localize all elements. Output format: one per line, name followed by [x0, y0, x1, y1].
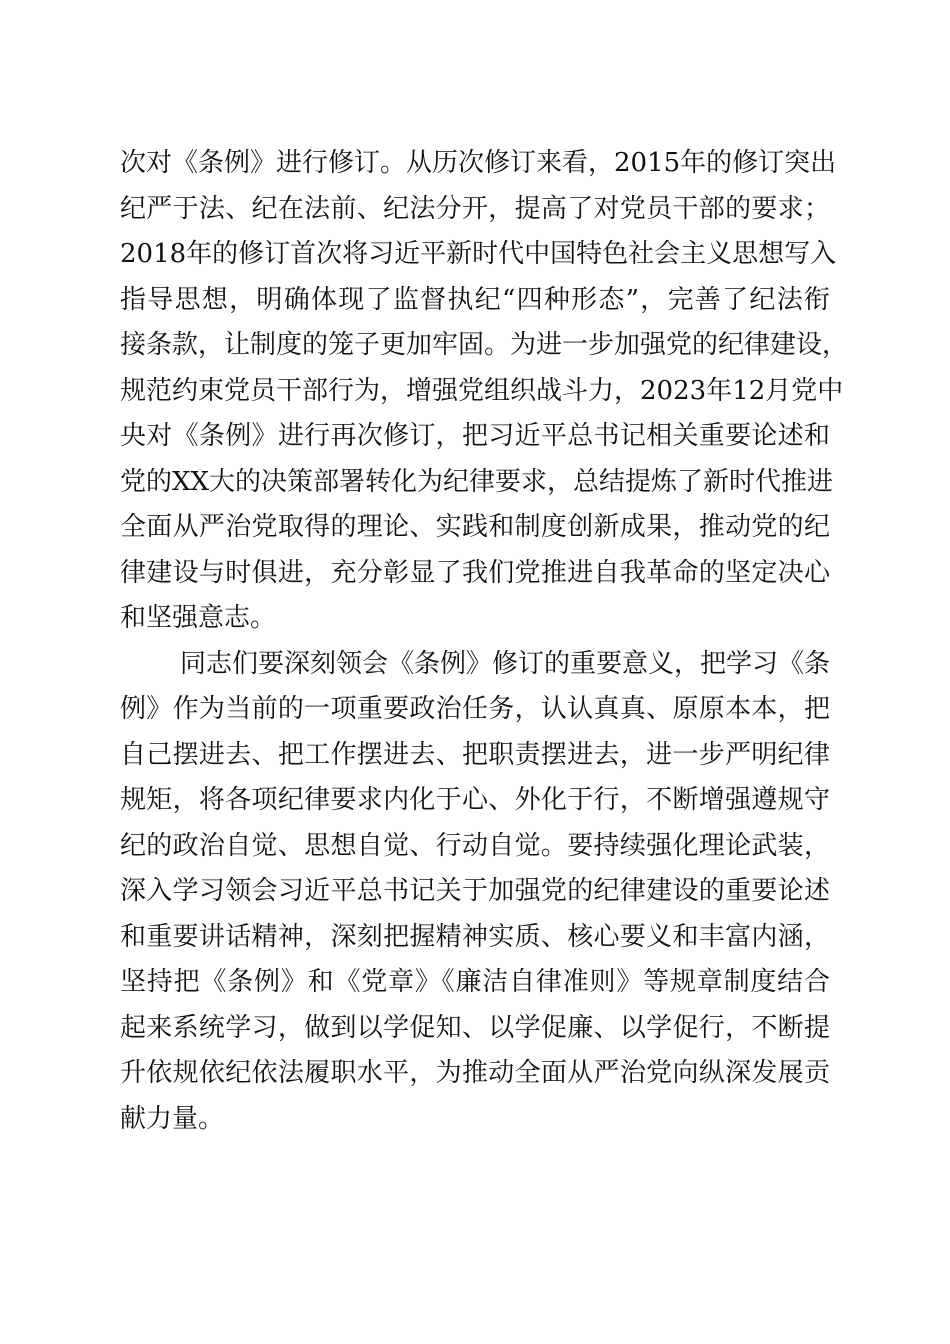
text-line: 升依规依纪依法履职水平，为推动全面从严治党向纵深发展贡	[120, 1058, 830, 1088]
text-line: 纪严于法、纪在法前、纪法分开，提高了对党员干部的要求；	[120, 193, 830, 224]
text-line: 起来系统学习，做到以学促知、以学促廉、以学促行，不断提	[120, 1012, 830, 1043]
text-line: 央对《条例》进行再次修订，把习近平总书记相关重要论述和	[120, 421, 830, 451]
text-line: 同志们要深刻领会《条例》修订的重要意义，把学习《条	[180, 648, 831, 679]
text-line: 次对《条例》进行修订。从历次修订来看，2015年的修订突出	[120, 148, 837, 178]
text-line: 深入学习领会习近平总书记关于加强党的纪律建设的重要论述	[120, 876, 830, 906]
text-line: 献力量。	[120, 1103, 225, 1134]
paragraph-2	[120, 642, 830, 1143]
text-line: 和坚强意志。	[120, 603, 277, 633]
text-line: 自己摆进去、把工作摆进去、把职责摆进去，进一步严明纪律	[120, 739, 830, 770]
text-line: 规范约束党员干部行为，增强党组织战斗力，2023年12月党中	[120, 375, 844, 406]
paragraph-1	[120, 141, 849, 642]
text-line: 和重要讲话精神，深刻把握精神实质、核心要义和丰富内涵，	[120, 921, 830, 952]
text-line: 指导思想，明确体现了监督执纪“四种形态”，完善了纪法衔	[120, 284, 830, 315]
text-line: 规矩，将各项纪律要求内化于心、外化于行，不断增强遵规守	[120, 785, 830, 815]
text-line: 党的XX大的决策部署转化为纪律要求，总结提炼了新时代推进	[120, 466, 834, 497]
text-line: 接条款，让制度的笼子更加牢固。为进一步加强党的纪律建设，	[120, 330, 849, 360]
document-body	[120, 141, 849, 1142]
text-line: 律建设与时俱进，充分彰显了我们党推进自我革命的坚定决心	[120, 557, 830, 588]
text-line: 全面从严治党取得的理论、实践和制度创新成果，推动党的纪	[120, 512, 830, 542]
text-line: 2018年的修订首次将习近平新时代中国特色社会主义思想写入	[120, 239, 837, 269]
text-line: 坚持把《条例》和《党章》《廉洁自律准则》等规章制度结合	[120, 967, 830, 997]
text-line: 纪的政治自觉、思想自觉、行动自觉。要持续强化理论武装，	[120, 830, 830, 861]
text-line: 例》作为当前的一项重要政治任务，认认真真、原原本本，把	[120, 694, 830, 724]
